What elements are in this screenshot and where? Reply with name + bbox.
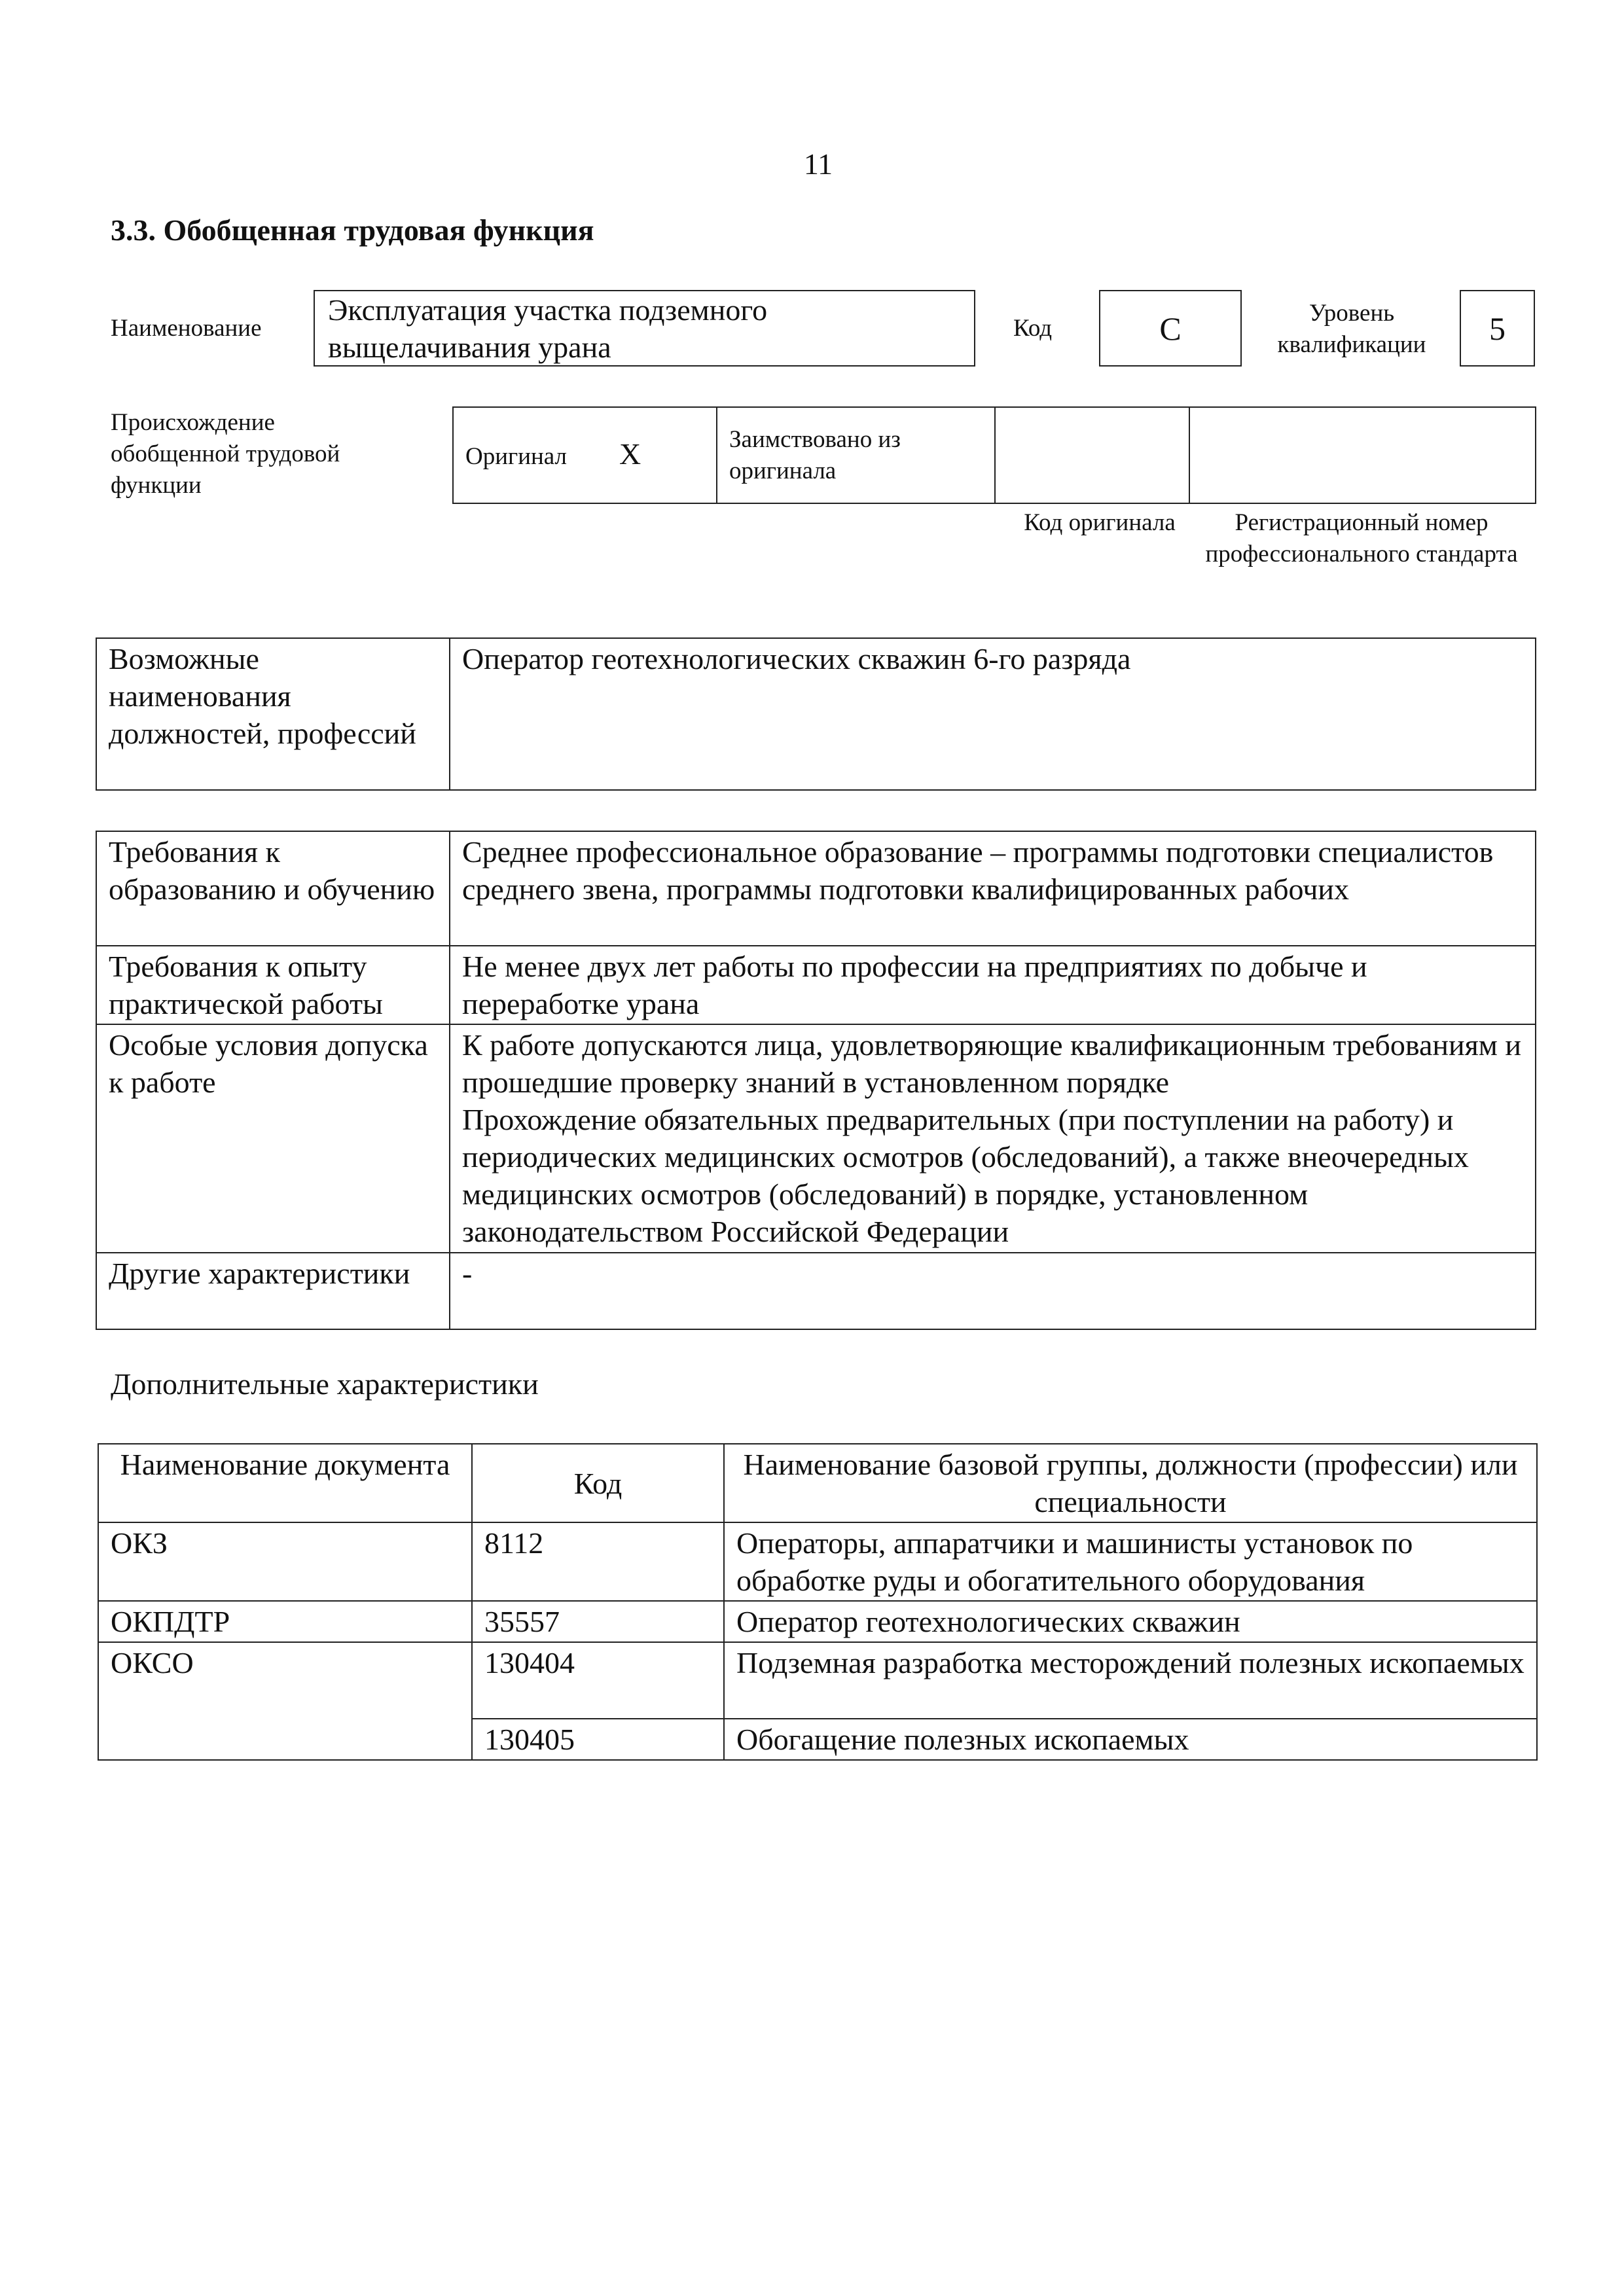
additional-table [98, 1443, 1538, 1761]
education-label: Требования к образованию и обучению [96, 831, 450, 946]
caption-reg-number: Регистрационный номер профессионального стандарта [1205, 509, 1518, 567]
caption-original-code: Код оригинала [1024, 509, 1176, 536]
positions-value: Оператор геотехнологических скважин 6-го разряда [450, 638, 1536, 790]
name-value-box [314, 290, 975, 367]
education-value: Среднее профессиональное образование – программы подготовки специалистов среднего звена, программы подготовки квалифицированных рабочих [450, 831, 1536, 946]
header-code: Код [472, 1444, 724, 1522]
experience-label: Требования к опыту практической работы [96, 946, 450, 1024]
name-value: Эксплуатация участка подземного выщелачивания урана [328, 293, 768, 364]
table-row [98, 1522, 1537, 1601]
name-cell: Обогащение полезных ископаемых [724, 1719, 1537, 1760]
code-label: Код [1013, 315, 1053, 342]
admission-value [450, 1024, 1536, 1253]
table-row [98, 1642, 1537, 1719]
admission-value-1: К работе допускаются лица, удовлетворяющие квалификационным требованиям и прошедшие проверку знаний в установленном порядке [462, 1028, 1521, 1099]
level-label: Уровень квалификации [1277, 300, 1426, 358]
additional-title: Дополнительные характеристики [111, 1367, 539, 1401]
code-cell: 130405 [472, 1719, 724, 1760]
other-value: - [450, 1253, 1536, 1329]
code-cell: 8112 [472, 1522, 724, 1601]
doc-cell: ОКСО [98, 1642, 472, 1760]
original-label: Оригинал [465, 443, 568, 470]
code-cell: 35557 [472, 1601, 724, 1642]
positions-table [96, 637, 1536, 791]
other-label: Другие характеристики [96, 1253, 450, 1329]
page-number: 11 [803, 147, 833, 181]
admission-value-2: Прохождение обязательных предварительных (при поступлении на работу) и периодических медицинских осмотров (обследований), а также внеочередных медицинских осмотров (обследований) в порядке, установленном законодательством Российской Федерации [462, 1103, 1469, 1248]
original-mark: X [619, 437, 641, 471]
requirements-table [96, 831, 1536, 1330]
table-row [98, 1601, 1537, 1642]
section-title: 3.3. Обобщенная трудовая функция [111, 213, 594, 247]
name-cell: Оператор геотехнологических скважин [724, 1601, 1537, 1642]
name-cell: Подземная разработка месторождений полезных ископаемых [724, 1642, 1537, 1719]
experience-value: Не менее двух лет работы по профессии на предприятиях по добыче и переработке урана [450, 946, 1536, 1024]
header-name: Наименование базовой группы, должности (профессии) или специальности [724, 1444, 1537, 1522]
positions-label: Возможные наименования должностей, профессий [96, 638, 450, 790]
origin-label: Происхождение обобщенной трудовой функции [111, 409, 340, 499]
origin-original-cell [453, 407, 717, 503]
name-cell: Операторы, аппаратчики и машинисты установок по обработке руды и обогатительного оборудования [724, 1522, 1537, 1601]
borrowed-label: Заимствовано из оригинала [717, 407, 995, 503]
code-cell: 130404 [472, 1642, 724, 1719]
original-code-cell [995, 407, 1189, 503]
doc-cell: ОКПДТР [98, 1601, 472, 1642]
name-label: Наименование [111, 315, 262, 342]
header-doc: Наименование документа [98, 1444, 472, 1522]
level-value: 5 [1460, 290, 1535, 367]
origin-table [452, 406, 1536, 504]
admission-label: Особые условия допуска к работе [96, 1024, 450, 1253]
doc-cell: ОКЗ [98, 1522, 472, 1601]
reg-number-cell [1189, 407, 1536, 503]
code-value: C [1099, 290, 1242, 367]
